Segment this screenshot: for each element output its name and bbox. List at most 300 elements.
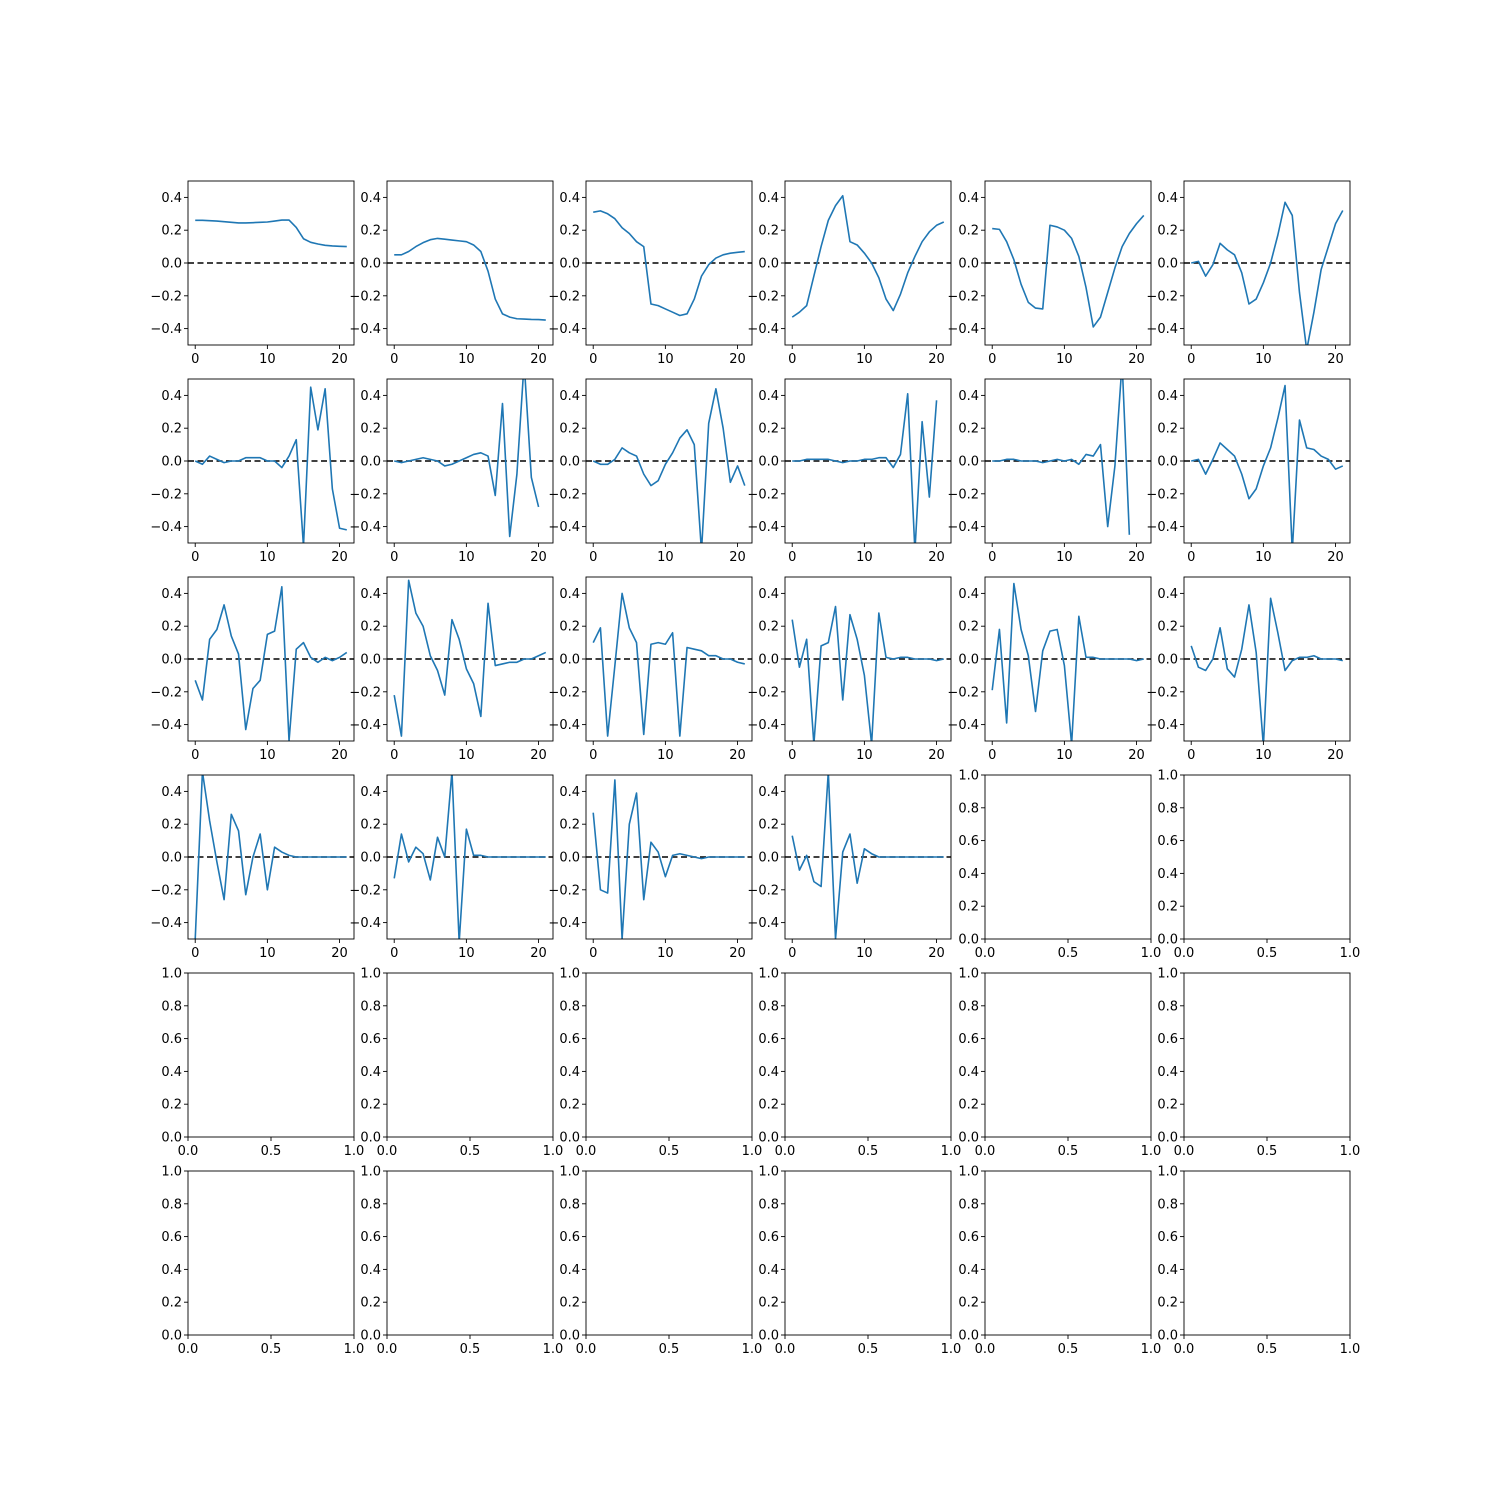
y-tick-label: 0.2 — [360, 619, 381, 635]
y-tick-label: 0.0 — [360, 1328, 381, 1344]
x-tick-label: 20 — [331, 748, 348, 763]
y-tick-label: 0.0 — [161, 1130, 182, 1146]
subplot-2-3 — [548, 379, 752, 565]
y-tick-label: −0.2 — [1146, 685, 1178, 701]
x-tick-label: 0.5 — [459, 1144, 481, 1159]
y-tick-label: 0.6 — [958, 1032, 979, 1048]
subplot-1-5 — [947, 181, 1151, 367]
x-tick-label: 20 — [1128, 748, 1145, 763]
x-tick-label: 0.0 — [376, 1342, 398, 1357]
y-tick-label: 0.8 — [958, 801, 979, 817]
x-tick-label: 10 — [1255, 352, 1272, 367]
x-tick-label: 10 — [259, 352, 276, 367]
subplot-2-5 — [947, 363, 1151, 565]
y-tick-label: 0.6 — [559, 1032, 580, 1048]
y-tick-label: −0.4 — [349, 520, 381, 536]
y-tick-label: 0.8 — [1157, 801, 1178, 817]
y-tick-label: −0.2 — [150, 883, 182, 899]
x-tick-label: 10 — [259, 946, 276, 961]
y-tick-label: 0.2 — [161, 223, 182, 239]
y-tick-label: 0.2 — [758, 817, 779, 833]
y-tick-label: −0.2 — [150, 685, 182, 701]
y-tick-label: 1.0 — [360, 966, 381, 982]
y-tick-label: 0.0 — [360, 652, 381, 668]
x-tick-label: 0.0 — [974, 1342, 996, 1357]
x-tick-label: 0.0 — [177, 1144, 199, 1159]
x-tick-label: 10 — [458, 550, 475, 565]
y-tick-label: 0.0 — [758, 1130, 779, 1146]
x-tick-label: 0.0 — [575, 1144, 597, 1159]
subplot-1-4 — [747, 181, 951, 367]
y-tick-label: 0.2 — [758, 223, 779, 239]
x-tick-label: 0.5 — [1256, 1144, 1278, 1159]
y-tick-label: 0.2 — [958, 421, 979, 437]
y-tick-label: 0.4 — [559, 388, 580, 404]
y-tick-label: −0.2 — [947, 289, 979, 305]
axes-background — [1184, 1171, 1350, 1335]
y-tick-label: 0.2 — [360, 223, 381, 239]
x-tick-label: 0 — [390, 748, 399, 763]
x-tick-label: 20 — [928, 946, 945, 961]
y-tick-label: 0.0 — [161, 1328, 182, 1344]
y-tick-label: 0.8 — [161, 1197, 182, 1213]
y-tick-label: 1.0 — [758, 966, 779, 982]
x-tick-label: 1.0 — [940, 1144, 962, 1159]
y-tick-label: 0.8 — [360, 1197, 381, 1213]
x-tick-label: 1.0 — [343, 1342, 365, 1357]
y-tick-label: −0.2 — [1146, 487, 1178, 503]
y-tick-label: 0.2 — [758, 1295, 779, 1311]
y-tick-label: −0.4 — [947, 520, 979, 536]
y-tick-label: 0.0 — [161, 454, 182, 470]
y-tick-label: −0.4 — [548, 718, 580, 734]
subplot-4-6 — [1157, 769, 1360, 962]
y-tick-label: −0.2 — [548, 685, 580, 701]
y-tick-label: 0.0 — [1157, 454, 1178, 470]
y-tick-label: 0.0 — [958, 256, 979, 272]
y-tick-label: −0.4 — [548, 322, 580, 338]
y-tick-label: 0.8 — [1157, 1197, 1178, 1213]
y-tick-label: 0.2 — [360, 1295, 381, 1311]
y-tick-label: 0.0 — [958, 454, 979, 470]
y-tick-label: 0.0 — [559, 850, 580, 866]
x-tick-label: 10 — [1056, 748, 1073, 763]
x-tick-label: 0 — [988, 550, 997, 565]
y-tick-label: 0.4 — [1157, 1064, 1178, 1080]
x-tick-label: 0.5 — [260, 1342, 282, 1357]
x-tick-label: 0.0 — [1173, 1342, 1195, 1357]
x-tick-label: 0.5 — [459, 1342, 481, 1357]
subplot-2-4 — [747, 379, 951, 565]
y-tick-label: 0.0 — [360, 256, 381, 272]
subplot-2-1 — [150, 379, 354, 565]
subplot-4-1 — [150, 772, 354, 961]
y-tick-label: 0.4 — [559, 1064, 580, 1080]
y-tick-label: 0.8 — [758, 1197, 779, 1213]
x-tick-label: 1.0 — [542, 1342, 564, 1357]
y-tick-label: 1.0 — [958, 1164, 979, 1180]
y-tick-label: 0.2 — [958, 223, 979, 239]
x-tick-label: 1.0 — [940, 1342, 962, 1357]
y-tick-label: 1.0 — [559, 1164, 580, 1180]
x-tick-label: 0.0 — [974, 1144, 996, 1159]
y-tick-label: 0.0 — [360, 454, 381, 470]
y-tick-label: −0.4 — [1146, 718, 1178, 734]
y-tick-label: 0.0 — [1157, 1130, 1178, 1146]
axes-background — [387, 973, 553, 1137]
y-tick-label: −0.4 — [150, 916, 182, 932]
y-tick-label: 0.4 — [958, 388, 979, 404]
y-tick-label: 0.6 — [360, 1230, 381, 1246]
y-tick-label: 0.0 — [958, 932, 979, 948]
x-tick-label: 0 — [589, 946, 598, 961]
subplot-1-3 — [548, 181, 752, 367]
y-tick-label: −0.2 — [947, 487, 979, 503]
y-tick-label: 0.4 — [559, 190, 580, 206]
x-tick-label: 20 — [1128, 352, 1145, 367]
y-tick-label: 0.0 — [360, 1130, 381, 1146]
x-tick-label: 0 — [1187, 550, 1196, 565]
y-tick-label: −0.4 — [947, 322, 979, 338]
y-tick-label: 0.2 — [958, 1295, 979, 1311]
subplot-4-5 — [958, 769, 1161, 962]
y-tick-label: 0.2 — [958, 619, 979, 635]
y-tick-label: −0.4 — [349, 322, 381, 338]
y-tick-label: −0.2 — [548, 487, 580, 503]
x-tick-label: 20 — [331, 550, 348, 565]
y-tick-label: 0.4 — [758, 586, 779, 602]
x-tick-label: 0 — [390, 946, 399, 961]
y-tick-label: 0.0 — [758, 652, 779, 668]
x-tick-label: 0.0 — [774, 1144, 796, 1159]
y-tick-label: −0.2 — [349, 883, 381, 899]
y-tick-label: −0.4 — [1146, 520, 1178, 536]
y-tick-label: 0.4 — [360, 784, 381, 800]
x-tick-label: 20 — [928, 550, 945, 565]
y-tick-label: −0.2 — [150, 289, 182, 305]
y-tick-label: −0.4 — [947, 718, 979, 734]
y-tick-label: 0.6 — [1157, 1230, 1178, 1246]
y-tick-label: 0.0 — [758, 1328, 779, 1344]
x-tick-label: 10 — [458, 946, 475, 961]
x-tick-label: 0.0 — [1173, 946, 1195, 961]
y-tick-label: 0.2 — [360, 1097, 381, 1113]
axes-background — [985, 1171, 1151, 1335]
x-tick-label: 0 — [788, 352, 797, 367]
y-tick-label: 0.2 — [161, 1097, 182, 1113]
y-tick-label: 0.4 — [360, 388, 381, 404]
subplot-6-2 — [360, 1165, 563, 1358]
y-tick-label: 0.2 — [1157, 421, 1178, 437]
x-tick-label: 10 — [856, 748, 873, 763]
subplot-4-2 — [349, 772, 553, 961]
x-tick-label: 0 — [589, 748, 598, 763]
axes-background — [586, 973, 752, 1137]
x-tick-label: 0.5 — [857, 1342, 879, 1357]
x-tick-label: 20 — [1128, 550, 1145, 565]
y-tick-label: 0.4 — [758, 1064, 779, 1080]
x-tick-label: 20 — [1327, 748, 1344, 763]
y-tick-label: 0.4 — [1157, 1262, 1178, 1278]
axes-background — [188, 973, 354, 1137]
x-tick-label: 20 — [530, 352, 547, 367]
y-tick-label: 0.8 — [1157, 999, 1178, 1015]
x-tick-label: 10 — [856, 550, 873, 565]
y-tick-label: 0.2 — [1157, 1097, 1178, 1113]
x-tick-label: 20 — [1327, 352, 1344, 367]
x-tick-label: 1.0 — [1339, 1342, 1361, 1357]
y-tick-label: 0.0 — [161, 256, 182, 272]
x-tick-label: 0.0 — [177, 1342, 199, 1357]
y-tick-label: 0.8 — [360, 999, 381, 1015]
y-tick-label: 0.0 — [1157, 932, 1178, 948]
y-tick-label: 0.4 — [758, 190, 779, 206]
y-tick-label: −0.2 — [349, 487, 381, 503]
subplot-6-6 — [1157, 1165, 1360, 1358]
y-tick-label: 0.4 — [360, 1064, 381, 1080]
subplot-1-1 — [150, 181, 354, 367]
x-tick-label: 0.5 — [1057, 946, 1079, 961]
y-tick-label: 0.2 — [1157, 1295, 1178, 1311]
y-tick-label: 1.0 — [161, 1164, 182, 1180]
x-tick-label: 20 — [729, 748, 746, 763]
x-tick-label: 1.0 — [542, 1144, 564, 1159]
y-tick-label: 0.0 — [1157, 1328, 1178, 1344]
y-tick-label: 1.0 — [1157, 966, 1178, 982]
y-tick-label: 0.4 — [1157, 388, 1178, 404]
x-tick-label: 20 — [530, 748, 547, 763]
x-tick-label: 20 — [928, 748, 945, 763]
y-tick-label: 0.2 — [161, 619, 182, 635]
subplot-3-5 — [947, 577, 1151, 763]
subplot-2-6 — [1146, 379, 1350, 565]
y-tick-label: 0.2 — [1157, 899, 1178, 915]
y-tick-label: 1.0 — [559, 966, 580, 982]
x-tick-label: 0 — [788, 748, 797, 763]
y-tick-label: −0.4 — [349, 718, 381, 734]
x-tick-label: 0 — [788, 946, 797, 961]
y-tick-label: 0.2 — [360, 421, 381, 437]
y-tick-label: 0.4 — [161, 190, 182, 206]
y-tick-label: 0.2 — [1157, 619, 1178, 635]
x-tick-label: 0.5 — [1057, 1342, 1079, 1357]
y-tick-label: 0.6 — [958, 834, 979, 850]
y-tick-label: −0.2 — [1146, 289, 1178, 305]
x-tick-label: 0.5 — [658, 1342, 680, 1357]
y-tick-label: 0.4 — [559, 586, 580, 602]
x-tick-label: 0 — [390, 550, 399, 565]
y-tick-label: 0.2 — [161, 817, 182, 833]
x-tick-label: 20 — [729, 550, 746, 565]
x-tick-label: 0 — [988, 748, 997, 763]
y-tick-label: 1.0 — [360, 1164, 381, 1180]
y-tick-label: 0.4 — [161, 1262, 182, 1278]
y-tick-label: 0.2 — [958, 1097, 979, 1113]
subplot-5-5 — [958, 967, 1161, 1160]
y-tick-label: −0.2 — [548, 883, 580, 899]
y-tick-label: 0.2 — [161, 1295, 182, 1311]
y-tick-label: 0.4 — [958, 1064, 979, 1080]
x-tick-label: 10 — [1056, 352, 1073, 367]
y-tick-label: 0.4 — [958, 586, 979, 602]
y-tick-label: 0.2 — [958, 899, 979, 915]
x-tick-label: 0.0 — [974, 946, 996, 961]
y-tick-label: −0.4 — [349, 916, 381, 932]
x-tick-label: 0.0 — [376, 1144, 398, 1159]
y-tick-label: 0.2 — [559, 1295, 580, 1311]
y-tick-label: 1.0 — [958, 966, 979, 982]
x-tick-label: 10 — [1255, 748, 1272, 763]
x-tick-label: 1.0 — [1140, 1342, 1162, 1357]
y-tick-label: −0.4 — [150, 322, 182, 338]
y-tick-label: 0.4 — [958, 190, 979, 206]
x-tick-label: 0 — [589, 550, 598, 565]
y-tick-label: 0.8 — [958, 1197, 979, 1213]
x-tick-label: 1.0 — [1140, 1144, 1162, 1159]
y-tick-label: 0.6 — [360, 1032, 381, 1048]
y-tick-label: 0.4 — [758, 1262, 779, 1278]
subplot-5-4 — [758, 967, 961, 1160]
x-tick-label: 20 — [331, 352, 348, 367]
x-tick-label: 10 — [657, 550, 674, 565]
subplot-5-1 — [161, 967, 364, 1160]
subplot-4-4 — [747, 772, 951, 961]
y-tick-label: 0.4 — [360, 190, 381, 206]
x-tick-label: 0.5 — [260, 1144, 282, 1159]
y-tick-label: 0.4 — [958, 866, 979, 882]
y-tick-label: 0.4 — [559, 784, 580, 800]
y-tick-label: 0.6 — [1157, 834, 1178, 850]
y-tick-label: −0.4 — [150, 520, 182, 536]
x-tick-label: 0 — [988, 352, 997, 367]
x-tick-label: 0 — [191, 946, 200, 961]
x-tick-label: 0 — [1187, 352, 1196, 367]
y-tick-label: 0.4 — [758, 784, 779, 800]
axes-background — [586, 1171, 752, 1335]
subplot-3-1 — [150, 577, 354, 763]
y-tick-label: −0.4 — [747, 322, 779, 338]
y-tick-label: 0.4 — [758, 388, 779, 404]
x-tick-label: 0 — [191, 352, 200, 367]
x-tick-label: 20 — [530, 550, 547, 565]
y-tick-label: 1.0 — [1157, 768, 1178, 784]
y-tick-label: 1.0 — [758, 1164, 779, 1180]
y-tick-label: 0.0 — [758, 256, 779, 272]
x-tick-label: 0.5 — [1057, 1144, 1079, 1159]
x-tick-label: 1.0 — [1339, 946, 1361, 961]
x-tick-label: 0 — [788, 550, 797, 565]
y-tick-label: −0.4 — [150, 718, 182, 734]
y-tick-label: 0.4 — [360, 586, 381, 602]
x-tick-label: 20 — [928, 352, 945, 367]
x-tick-label: 0 — [589, 352, 598, 367]
y-tick-label: −0.2 — [548, 289, 580, 305]
y-tick-label: −0.4 — [1146, 322, 1178, 338]
y-tick-label: 0.0 — [360, 850, 381, 866]
y-tick-label: 0.8 — [559, 1197, 580, 1213]
axes-background — [785, 1171, 951, 1335]
x-tick-label: 10 — [657, 352, 674, 367]
y-tick-label: −0.4 — [548, 916, 580, 932]
x-tick-label: 1.0 — [1140, 946, 1162, 961]
axes-background — [188, 1171, 354, 1335]
x-tick-label: 1.0 — [1339, 1144, 1361, 1159]
x-tick-label: 0 — [191, 550, 200, 565]
subplot-6-3 — [559, 1165, 762, 1358]
y-tick-label: −0.2 — [747, 487, 779, 503]
x-tick-label: 20 — [729, 946, 746, 961]
y-tick-label: 0.2 — [559, 619, 580, 635]
subplot-4-3 — [548, 775, 752, 961]
x-tick-label: 20 — [729, 352, 746, 367]
subplot-3-2 — [349, 577, 553, 763]
y-tick-label: 0.2 — [559, 817, 580, 833]
x-tick-label: 10 — [458, 748, 475, 763]
y-tick-label: 0.2 — [559, 223, 580, 239]
axes-background — [785, 973, 951, 1137]
x-tick-label: 10 — [259, 748, 276, 763]
y-tick-label: −0.4 — [747, 718, 779, 734]
y-tick-label: 0.0 — [559, 1328, 580, 1344]
y-tick-label: 0.2 — [758, 1097, 779, 1113]
x-tick-label: 0.5 — [1256, 1342, 1278, 1357]
y-tick-label: −0.2 — [150, 487, 182, 503]
subplot-5-3 — [559, 967, 762, 1160]
y-tick-label: 0.2 — [360, 817, 381, 833]
x-tick-label: 1.0 — [741, 1144, 763, 1159]
axes-background — [985, 973, 1151, 1137]
y-tick-label: 0.2 — [161, 421, 182, 437]
axes-background — [1184, 973, 1350, 1137]
y-tick-label: −0.2 — [947, 685, 979, 701]
subplot-6-5 — [958, 1165, 1161, 1358]
x-tick-label: 0.5 — [857, 1144, 879, 1159]
y-tick-label: 0.4 — [1157, 190, 1178, 206]
y-tick-label: 0.6 — [758, 1032, 779, 1048]
y-tick-label: −0.2 — [349, 685, 381, 701]
y-tick-label: 0.4 — [161, 388, 182, 404]
y-tick-label: 0.8 — [958, 999, 979, 1015]
y-tick-label: 0.2 — [758, 421, 779, 437]
y-tick-label: −0.4 — [747, 520, 779, 536]
y-tick-label: 1.0 — [1157, 1164, 1178, 1180]
y-tick-label: 0.0 — [758, 454, 779, 470]
x-tick-label: 0.0 — [774, 1342, 796, 1357]
y-tick-label: 0.4 — [1157, 866, 1178, 882]
x-tick-label: 0 — [191, 748, 200, 763]
subplot-1-2 — [349, 181, 553, 367]
y-tick-label: 0.2 — [559, 421, 580, 437]
y-tick-label: 0.4 — [161, 586, 182, 602]
y-tick-label: 0.6 — [161, 1032, 182, 1048]
y-tick-label: 0.8 — [559, 999, 580, 1015]
x-tick-label: 20 — [331, 946, 348, 961]
y-tick-label: 0.4 — [360, 1262, 381, 1278]
subplot-2-2 — [349, 363, 553, 565]
y-tick-label: 0.4 — [559, 1262, 580, 1278]
y-tick-label: −0.2 — [747, 883, 779, 899]
y-tick-label: 0.4 — [161, 1064, 182, 1080]
subplot-6-1 — [161, 1165, 364, 1358]
x-tick-label: 0 — [1187, 748, 1196, 763]
y-tick-label: 0.0 — [1157, 256, 1178, 272]
x-tick-label: 0.0 — [575, 1342, 597, 1357]
x-tick-label: 10 — [458, 352, 475, 367]
y-tick-label: −0.2 — [747, 289, 779, 305]
y-tick-label: 0.4 — [958, 1262, 979, 1278]
subplot-3-3 — [548, 577, 752, 763]
y-tick-label: 0.2 — [758, 619, 779, 635]
